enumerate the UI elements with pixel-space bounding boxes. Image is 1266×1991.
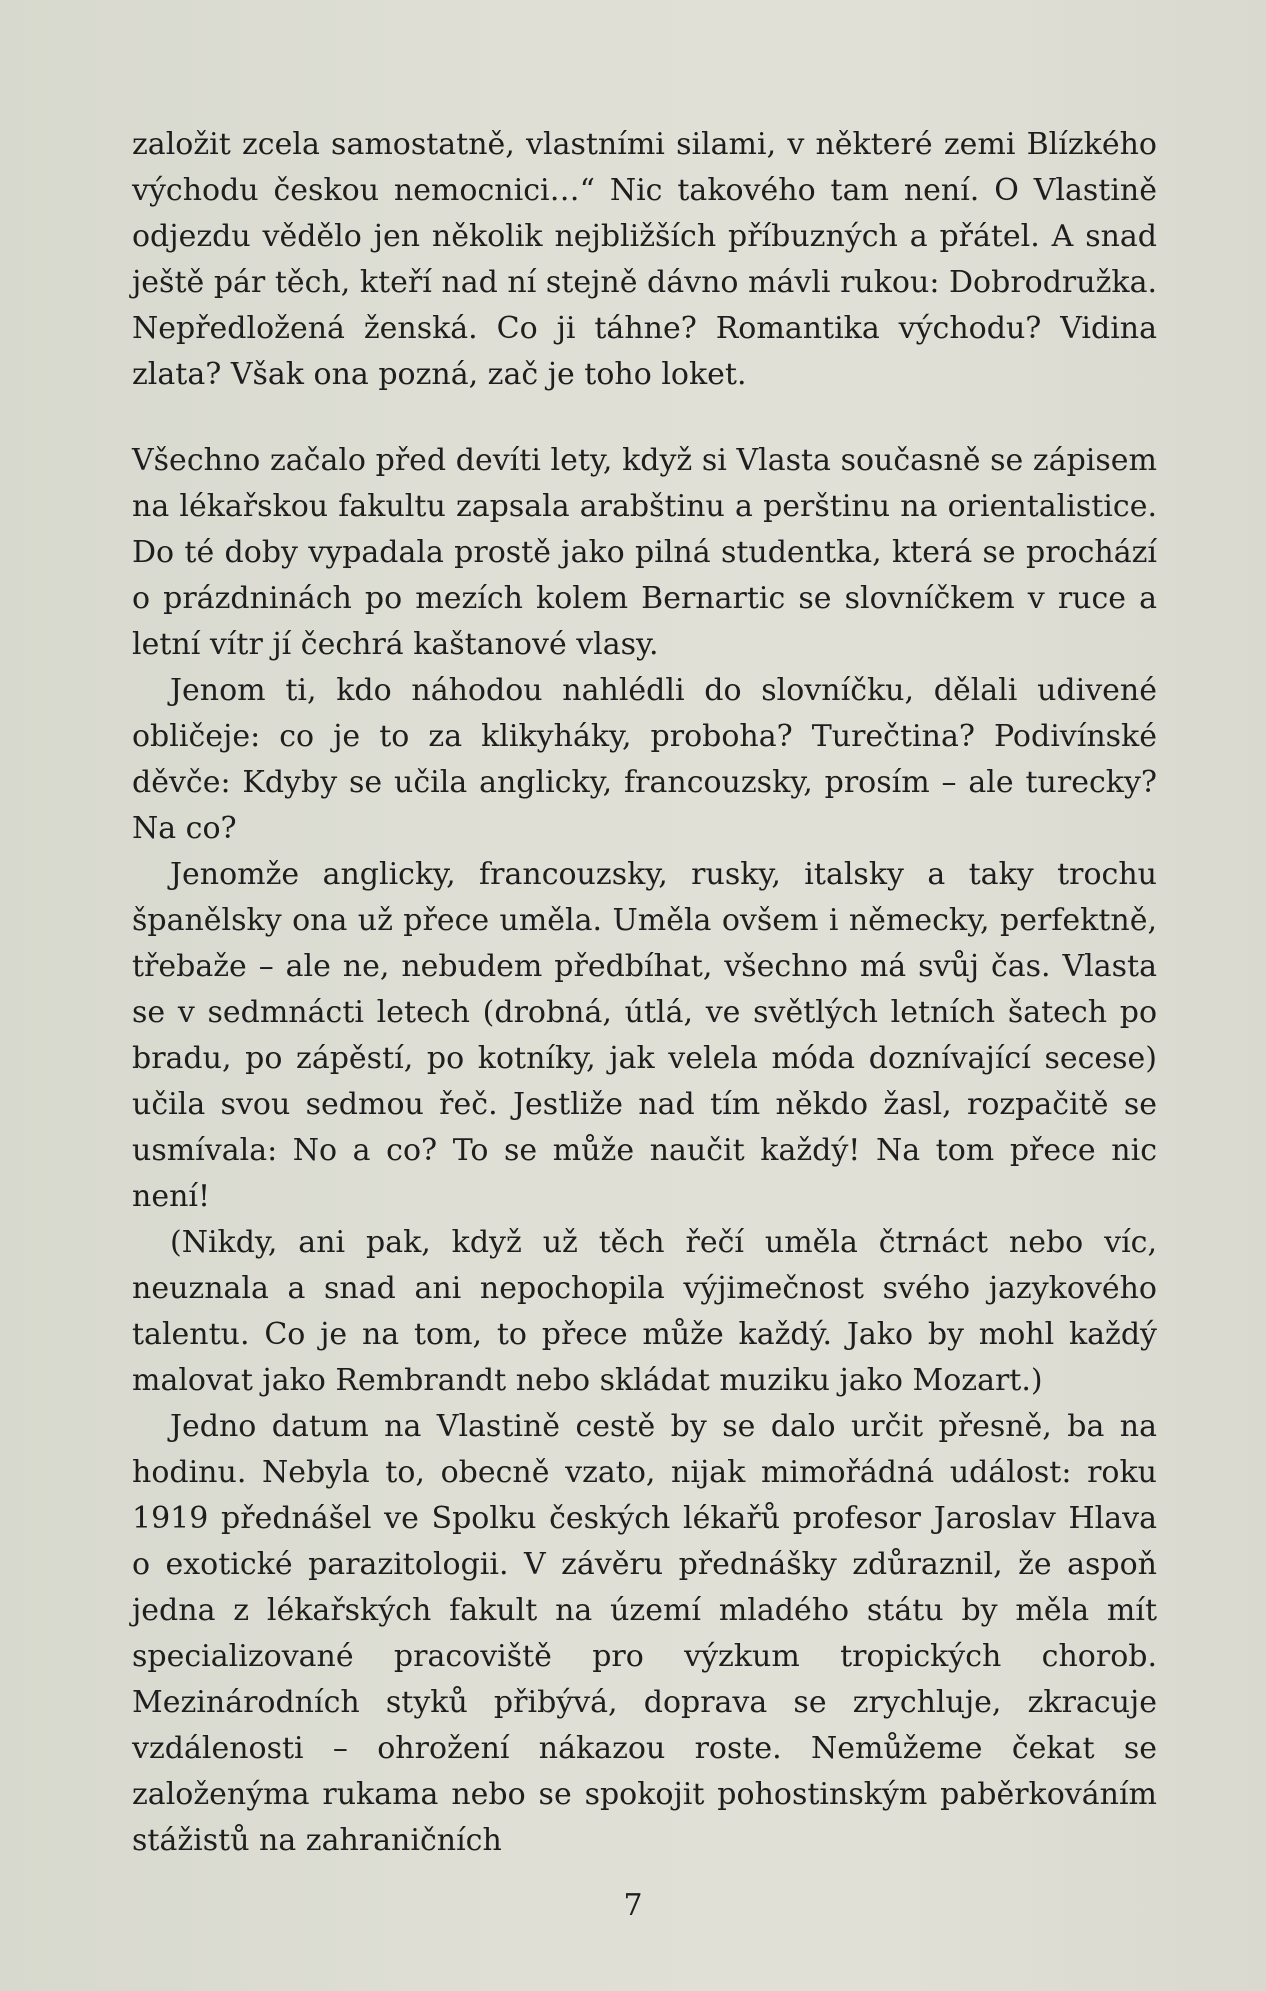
paragraph-6: Jedno datum na Vlastině cestě by se dalo určit přesně, ba na hodinu. Nebyla to, obecně vzato, nijak mimořádná událost: roku 1919 přednášel ve Spolku českých lékařů profesor Jaroslav Hlava o exotické parazitologii. V závěru přednášky zdůraznil, že aspoň jedna z lékařských fakult na území mladého státu by měla mít specializované pracoviště pro výzkum tropických chorob. Mezinárodních styků přibývá, doprava se zrychluje, zkracuje vzdálenosti – ohrožení nákazou roste. Nemůžeme čekat se založenýma rukama nebo se spokojit pohostinským paběrkováním stážistů na zahraničních (132, 1409, 1157, 1858)
paragraph-1: založit zcela samostatně, vlastními silami, v některé zemi Blízkého východu českou nemocnici…“ Nic takového tam není. O Vlastině odjezdu vědělo jen několik nejbližších příbuzných a přátel. A snad ještě pár těch, kteří nad ní stejně dávno mávli rukou: Dobrodružka. Nepředložená ženská. Co ji táhne? Romantika východu? Vidina zlata? Však ona pozná, zač je toho loket. (132, 127, 1157, 392)
page-number: 7 (623, 1888, 643, 1923)
section-break (132, 398, 1157, 438)
paragraph-2: Všechno začalo před devíti lety, když si Vlasta současně se zápisem na lékařskou fakultu zapsala arabštinu a perštinu na orientalistice. Do té doby vypadala prostě jako pilná studentka, která se prochází o prázdninách po mezích kolem Bernartic se slovníčkem v ruce a letní vítr jí čechrá kaštanové vlasy. (132, 443, 1157, 662)
paragraph-3: Jenom ti, kdo náhodou nahlédli do slovníčku, dělali udivené obličeje: co je to za klikyháky, proboha? Turečtina? Podivínské děvče: Kdyby se učila anglicky, francouzsky, prosím – ale turecky? Na co? (132, 673, 1157, 846)
paragraph-4: Jenomže anglicky, francouzsky, rusky, italsky a taky trochu španělsky ona už přece uměla. Uměla ovšem i německy, perfektně, třebaže – ale ne, nebudem předbíhat, všechno má svůj čas. Vlasta se v sedmnácti letech (drobná, útlá, ve světlých letních šatech po bradu, po zápěstí, po kotníky, jak velela móda doznívající secese) učila svou sedmou řeč. Jestliže nad tím někdo žasl, rozpačitě se usmívala: No a co? To se může naučit každý! Na tom přece nic není! (132, 857, 1157, 1214)
paragraph-5: (Nikdy, ani pak, když už těch řečí uměla čtrnáct nebo víc, neuznala a snad ani nepochopila výjimečnost svého jazykového talentu. Co je na tom, to přece může každý. Jako by mohl každý malovat jako Rembrandt nebo skládat muziku jako Mozart.) (132, 1225, 1157, 1398)
body-text (132, 122, 1157, 1864)
